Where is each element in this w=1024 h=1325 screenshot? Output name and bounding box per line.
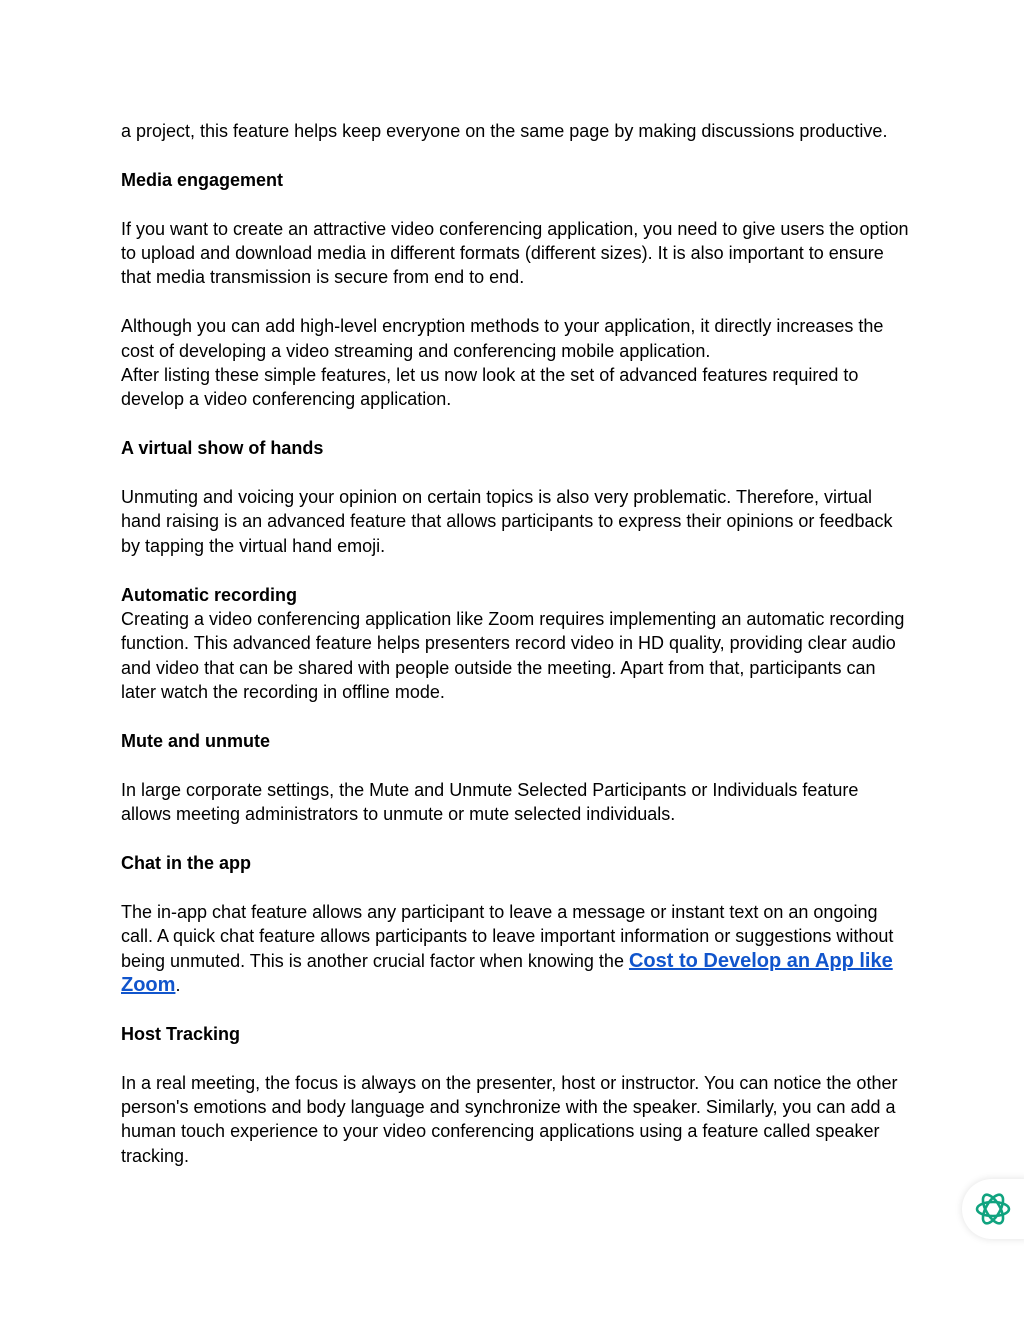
heading-automatic-recording: Automatic recording xyxy=(121,584,298,605)
paragraph-encryption: Although you can add high-level encryption methods to your application, it directly increases the cost of developing a video streaming and conferencing mobile application. xyxy=(121,316,884,361)
heading-host-tracking: Host Tracking xyxy=(121,1023,241,1044)
paragraph-chat xyxy=(121,900,911,998)
heading-chat: Chat in the app xyxy=(121,853,251,874)
paragraph-mute-unmute: In large corporate settings, the Mute and Unmute Selected Participants or Individuals feature allows meeting administrators to unmute or mute selected individuals. xyxy=(121,779,859,825)
paragraph-advanced-intro: After listing these simple features, let us now look at the set of advanced features required to develop a video conferencing application. xyxy=(121,365,859,410)
paragraph-host-tracking: In a real meeting, the focus is always on the presenter, host or instructor. You can notice the other person's emotions and body language and synchronize with the speaker. Similarly, you can add a human touch experience to your video conferencing applications using a feature called speaker tracking. xyxy=(121,1072,898,1166)
paragraph-automatic-recording: Creating a video conferencing application like Zoom requires implementing an automatic recording function. This advanced feature helps presenters record video in HD quality, providing clear audio and video that can be shared with people outside the meeting. Apart from that, participants can later watch the recording in offline mode. xyxy=(121,609,905,703)
heading-media-engagement: Media engagement xyxy=(121,169,284,190)
paragraph-media-engagement: If you want to create an attractive video conferencing application, you need to give users the option to upload and download media in different formats (different sizes). It is also important to ensure that media transmission is secure from end to end. xyxy=(121,218,909,288)
paragraph-intro: a project, this feature helps keep everyone on the same page by making discussions productive. xyxy=(121,121,888,141)
paragraph-chat-end: . xyxy=(175,975,181,996)
paragraph-chat-text: The in-app chat feature allows any participant to leave a message or instant text on an ongoing call. A quick chat feature allows participants to leave important information or suggestions without being unmuted. This is another crucial factor when knowing the xyxy=(121,901,894,971)
paragraph-virtual-hands: Unmuting and voicing your opinion on certain topics is also very problematic. Therefore, virtual hand raising is an advanced feature that allows participants to express their opinions or feedback by tapping the virtual hand emoji. xyxy=(121,487,893,556)
ai-assistant-button[interactable] xyxy=(962,1179,1024,1239)
heading-mute-unmute: Mute and unmute xyxy=(121,731,270,752)
cost-to-develop-link[interactable]: Cost to Develop an App like Zoom xyxy=(121,949,893,997)
document-page xyxy=(121,119,911,1193)
ai-assistant-icon xyxy=(973,1189,1013,1229)
heading-virtual-hands: A virtual show of hands xyxy=(121,438,324,459)
